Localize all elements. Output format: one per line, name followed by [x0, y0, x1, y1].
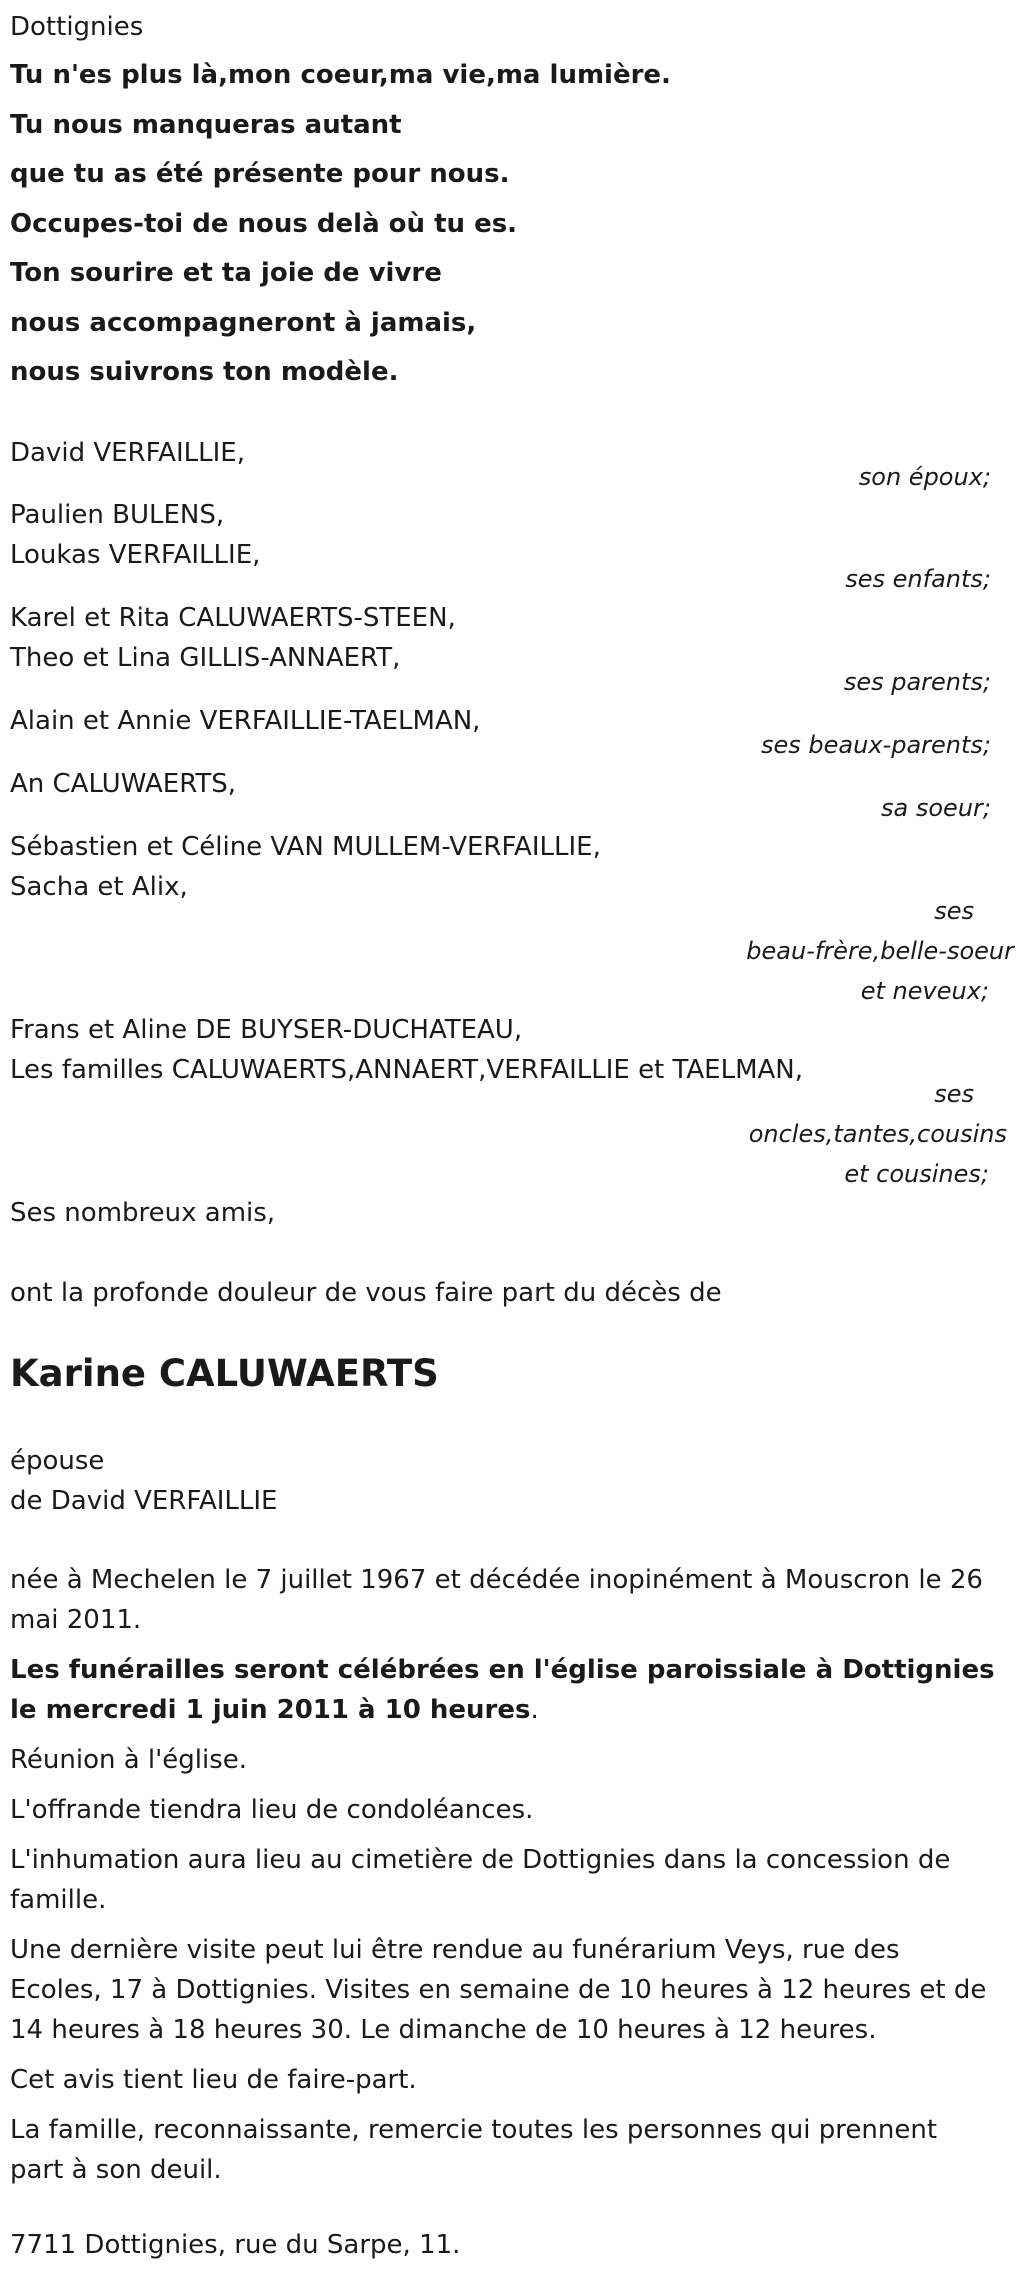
family-role: ses parents;: [843, 668, 991, 696]
family-name: Ses nombreux amis,: [10, 1198, 276, 1228]
note-text: L'offrande tiendra lieu de condoléances.: [10, 1795, 534, 1825]
family-role: son époux;: [858, 463, 991, 491]
funeral-info-end: .: [530, 1695, 539, 1725]
family-name: An CALUWAERTS,: [10, 769, 237, 799]
note-text: Réunion à l'église.: [10, 1745, 248, 1775]
note-text: Cet avis tient lieu de faire-part.: [10, 2065, 417, 2095]
note-text: L'inhumation aura lieu au cimetière de Dottignies dans la concession de famille.: [10, 1845, 951, 1915]
family-name: Sébastien et Céline VAN MULLEM-VERFAILLIE,: [10, 832, 601, 862]
poem-line: nous suivrons ton modèle.: [10, 357, 399, 387]
poem-line: Tu n'es plus là,mon coeur,ma vie,ma lumière.: [10, 60, 671, 90]
deceased-name: Karine CALUWAERTS: [10, 1352, 439, 1395]
note-text: Une dernière visite peut lui être rendue au funérarium Veys, rue des Ecoles, 17 à Dottignies. Visites en semaine de 10 heures à 12 heures et de 14 heures à 18 heures 30. Le dimanche de 10 heures à 12 heures.: [10, 1935, 987, 2045]
poem-line: Occupes-toi de nous delà où tu es.: [10, 209, 518, 239]
family-role: sa soeur;: [881, 794, 991, 822]
family-role: oncles,tantes,cousins: [748, 1120, 1007, 1148]
family-role: et cousines;: [844, 1160, 989, 1188]
poem-line: que tu as été présente pour nous.: [10, 159, 510, 189]
family-name: Paulien BULENS,: [10, 500, 225, 530]
family-name: Loukas VERFAILLIE,: [10, 540, 261, 570]
family-role: ses enfants;: [845, 565, 991, 593]
spouse-line: épouse: [10, 1446, 105, 1476]
poem-line: Tu nous manqueras autant: [10, 110, 402, 140]
family-name: Les familles CALUWAERTS,ANNAERT,VERFAILLIE et TAELMAN,: [10, 1055, 804, 1085]
funeral-info: [10, 1650, 995, 1730]
address-text: 7711 Dottignies, rue du Sarpe, 11.: [10, 2230, 461, 2260]
spouse-line: de David VERFAILLIE: [10, 1486, 278, 1516]
family-role: beau-frère,belle-soeur: [746, 937, 1014, 965]
family-role: ses: [934, 897, 974, 925]
birth-death-text: née à Mechelen le 7 juillet 1967 et décédée inopinément à Mouscron le 26 mai 2011.: [10, 1565, 983, 1635]
family-name: Frans et Aline DE BUYSER-DUCHATEAU,: [10, 1015, 523, 1045]
family-role: ses beaux-parents;: [761, 731, 991, 759]
family-name: Theo et Lina GILLIS-ANNAERT,: [10, 643, 401, 673]
family-role: et neveux;: [860, 977, 989, 1005]
family-name: David VERFAILLIE,: [10, 438, 245, 468]
place-name: Dottignies: [10, 12, 144, 42]
note-text: La famille, reconnaissante, remercie toutes les personnes qui prennent part à son deuil.: [10, 2115, 938, 2185]
poem-line: Ton sourire et ta joie de vivre: [10, 258, 442, 288]
poem-line: nous accompagneront à jamais,: [10, 308, 477, 338]
announcement-text: ont la profonde douleur de vous faire part du décès de: [10, 1278, 722, 1308]
family-name: Alain et Annie VERFAILLIE-TAELMAN,: [10, 706, 481, 736]
family-name: Karel et Rita CALUWAERTS-STEEN,: [10, 603, 456, 633]
funeral-info-bold: Les funérailles seront célébrées en l'église paroissiale à Dottignies le mercredi 1 juin 2011 à 10 heures: [10, 1655, 995, 1725]
family-name: Sacha et Alix,: [10, 872, 188, 902]
family-role: ses: [934, 1080, 974, 1108]
